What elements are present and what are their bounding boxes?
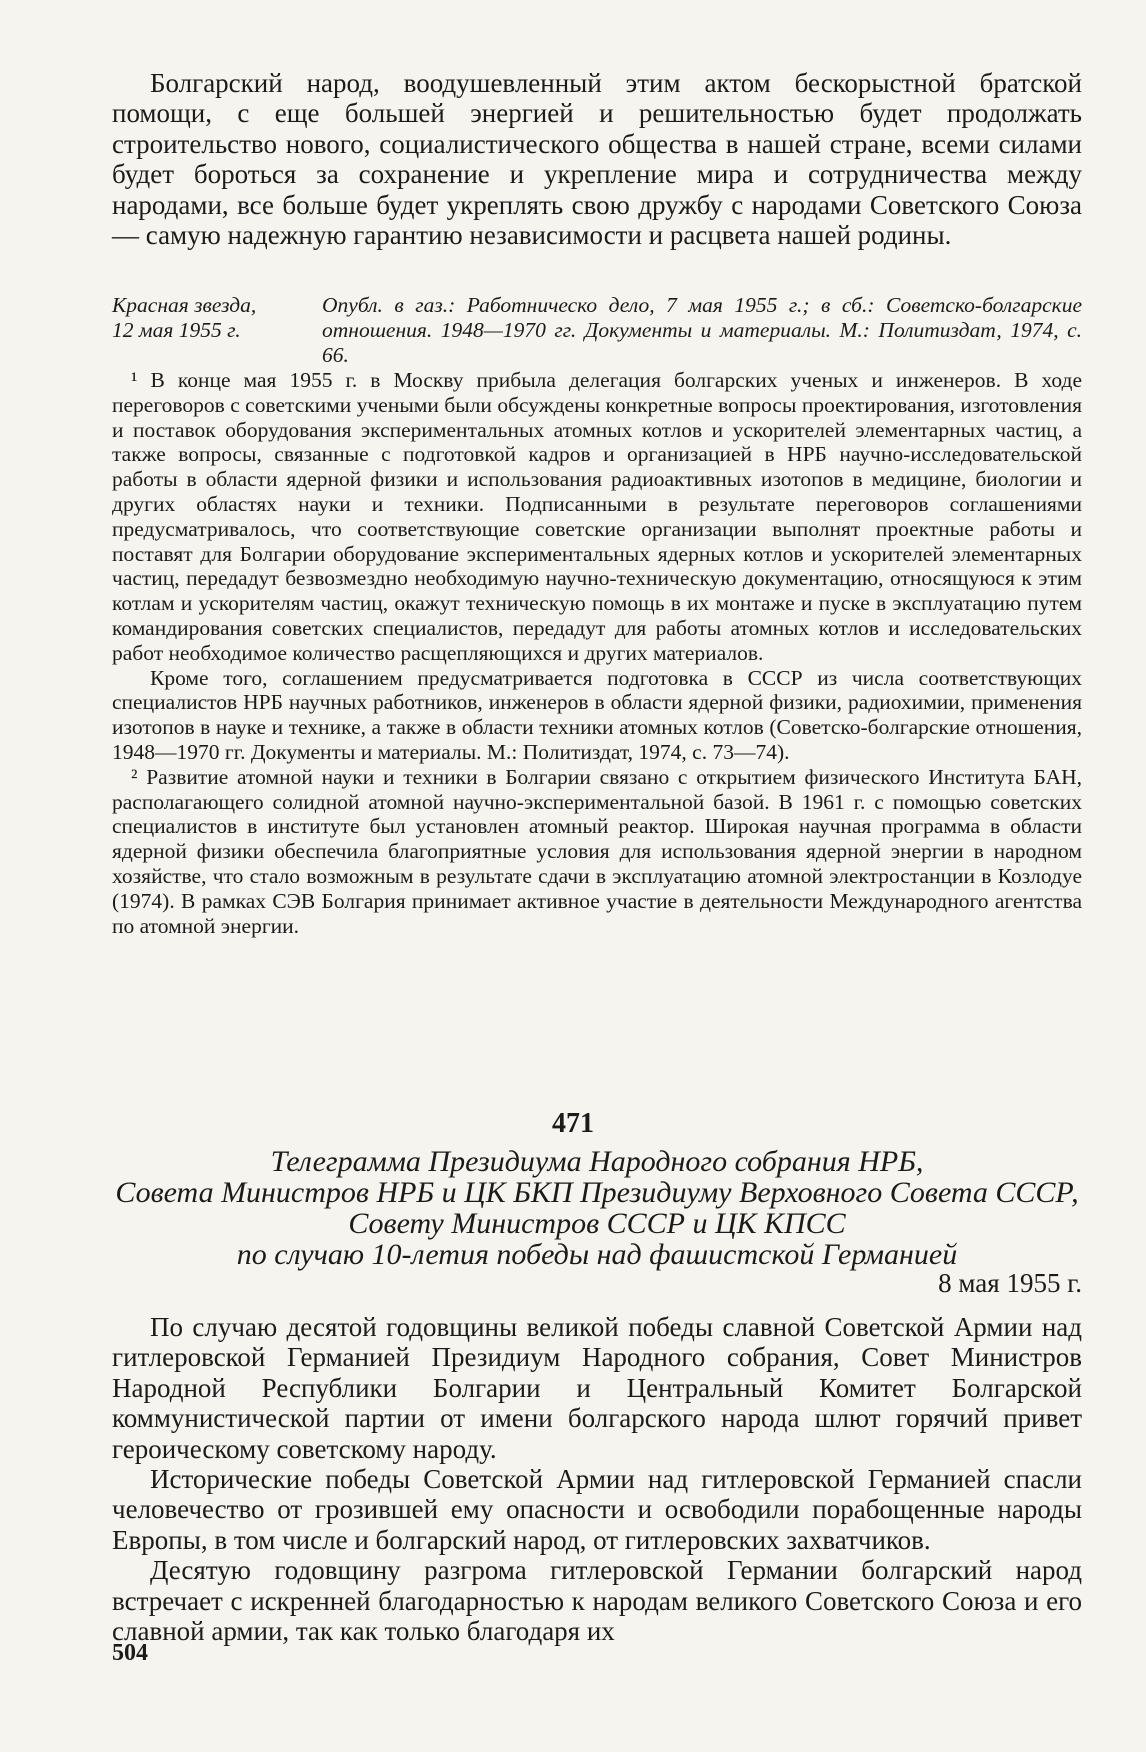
title-line-3: Совету Министров СССР и ЦК КПСС bbox=[348, 1207, 846, 1240]
body-paragraph-1: По случаю десятой годовщины великой победы славной Советской Армии над гитлеровской Германией Президиум Народного собрания, Совет Министров Народной Республики Болгарии и Центральный Комитет Болгарской коммунистической партии от имени болгарского народа шлют горячий привет героическому советскому народу. bbox=[112, 1312, 1082, 1464]
footnote-2-mark: ² bbox=[131, 764, 138, 789]
top-paragraph-block bbox=[112, 68, 1082, 250]
page-number: 504 bbox=[112, 1640, 148, 1666]
body-paragraph-3: Десятую годовщину разгрома гитлеровской Германии болгарский народ встречает с искренней благодарностью к народам великого Советского Союза и его славной армии, так как только благодаря их bbox=[112, 1555, 1082, 1647]
footnote-1-mark: ¹ bbox=[131, 368, 138, 392]
footnote-2-text: Развитие атомной науки и техники в Болгарии связано с открытием физического Института БАН, располагающего солидной атомной научно-экспериментальной базой. В 1961 г. с помощью советских специалистов в институте был установлен атомный реактор. Широкая научная программа в области ядерной физики обеспечила благоприятные условия для использования ядерной энергии в народном хозяйстве, что стало возможным в результате сдачи в эксплуатацию атомной электростанции в Козлодуе (1974). В рамках СЭВ Болгария принимает активное участие в деятельности Международного агентства по атомной энергии. bbox=[112, 764, 1083, 938]
source-publication: Опубл. в газ.: Работническо дело, 7 мая 1955 г.; в сб.: Советско-болгарские отношения. 1948—1970 гг. Документы и материалы. М.: Политиздат, 1974, с. 66. bbox=[322, 293, 1082, 367]
footnote-2 bbox=[112, 765, 1082, 939]
top-paragraph: Болгарский народ, воодушевленный этим актом бескорыстной братской помощи, с еще большей энергией и решительностью будет продолжать строительство нового, социалистического общества в нашей стране, всеми силами будет бороться за сохранение и укрепление мира и сотрудничества между народами, все больше будет укреплять свою дружбу с народами Советского Союза — самую надежную гарантию независимости и расцвета нашей родины. bbox=[112, 68, 1082, 251]
source-newspaper-date: 12 мая 1955 г. bbox=[112, 318, 241, 342]
footnote-1 bbox=[112, 368, 1082, 666]
body-paragraph-2: Исторические победы Советской Армии над гитлеровской Германией спасли человечество от грозившей ему опасности и освободили порабощенные народы Европы, в том числе и болгарский народ, от гитлеровских захватчиков. bbox=[112, 1464, 1082, 1555]
source-newspaper-name: Красная звезда, bbox=[112, 293, 257, 317]
title-line-1: Телеграмма Президиума Народного собрания НРБ, bbox=[270, 1145, 924, 1178]
title-line-4: по случаю 10-летия победы над фашистской Германией bbox=[236, 1238, 958, 1271]
title-line-2: Совета Министров НРБ и ЦК БКП Президиуму Верховного Совета СССР, bbox=[115, 1176, 1079, 1209]
document-title bbox=[112, 1146, 1082, 1270]
footnote-1-text: В конце мая 1955 г. в Москву прибыла делегация болгарских ученых и инженеров. В ходе переговоров с советскими учеными были обсуждены конкретные вопросы проектирования, изготовления и поставок оборудования экспериментальных атомных котлов и ускорителей элементарных частиц, а также вопросы, связанные с подготовкой кадров и организацией в НРБ научно-исследовательской работы в области ядерной физики и использования радиоактивных изотопов в медицине, биологии и других областях науки и техники. Подписанными в результате переговоров соглашениями предусматривалось, что соответствующие советские организации выполнят проектные работы и поставят для Болгарии оборудование экспериментальных ядерных котлов и ускорителей элементарных частиц, передадут безвозмездно необходимую научно-техническую документацию, относящуюся к этим котлам и ускорителям частиц, окажут техническую помощь в их монтаже и пуске в эксплуатацию путем командирования советских специалистов, передадут для работы атомных котлов и исследовательских работ необходимое количество расщепляющихся и других материалов. bbox=[112, 368, 1083, 665]
document-number: 471 bbox=[552, 1108, 594, 1139]
footnotes bbox=[112, 368, 1082, 938]
document-body bbox=[112, 1312, 1082, 1646]
footnote-1-continuation: Кроме того, соглашением предусматривается подготовка в СССР из числа соответствующих специалистов НРБ научных работников, инженеров в области ядерной физики, радиохимии, применения изотопов в науке и технике, а также в области техники атомных котлов (Советско-болгарские отношения, 1948—1970 гг. Документы и материалы. М.: Политиздат, 1974, с. 73—74). bbox=[112, 665, 1082, 764]
document-date: 8 мая 1955 г. bbox=[938, 1268, 1082, 1298]
source-newspaper bbox=[112, 293, 292, 343]
